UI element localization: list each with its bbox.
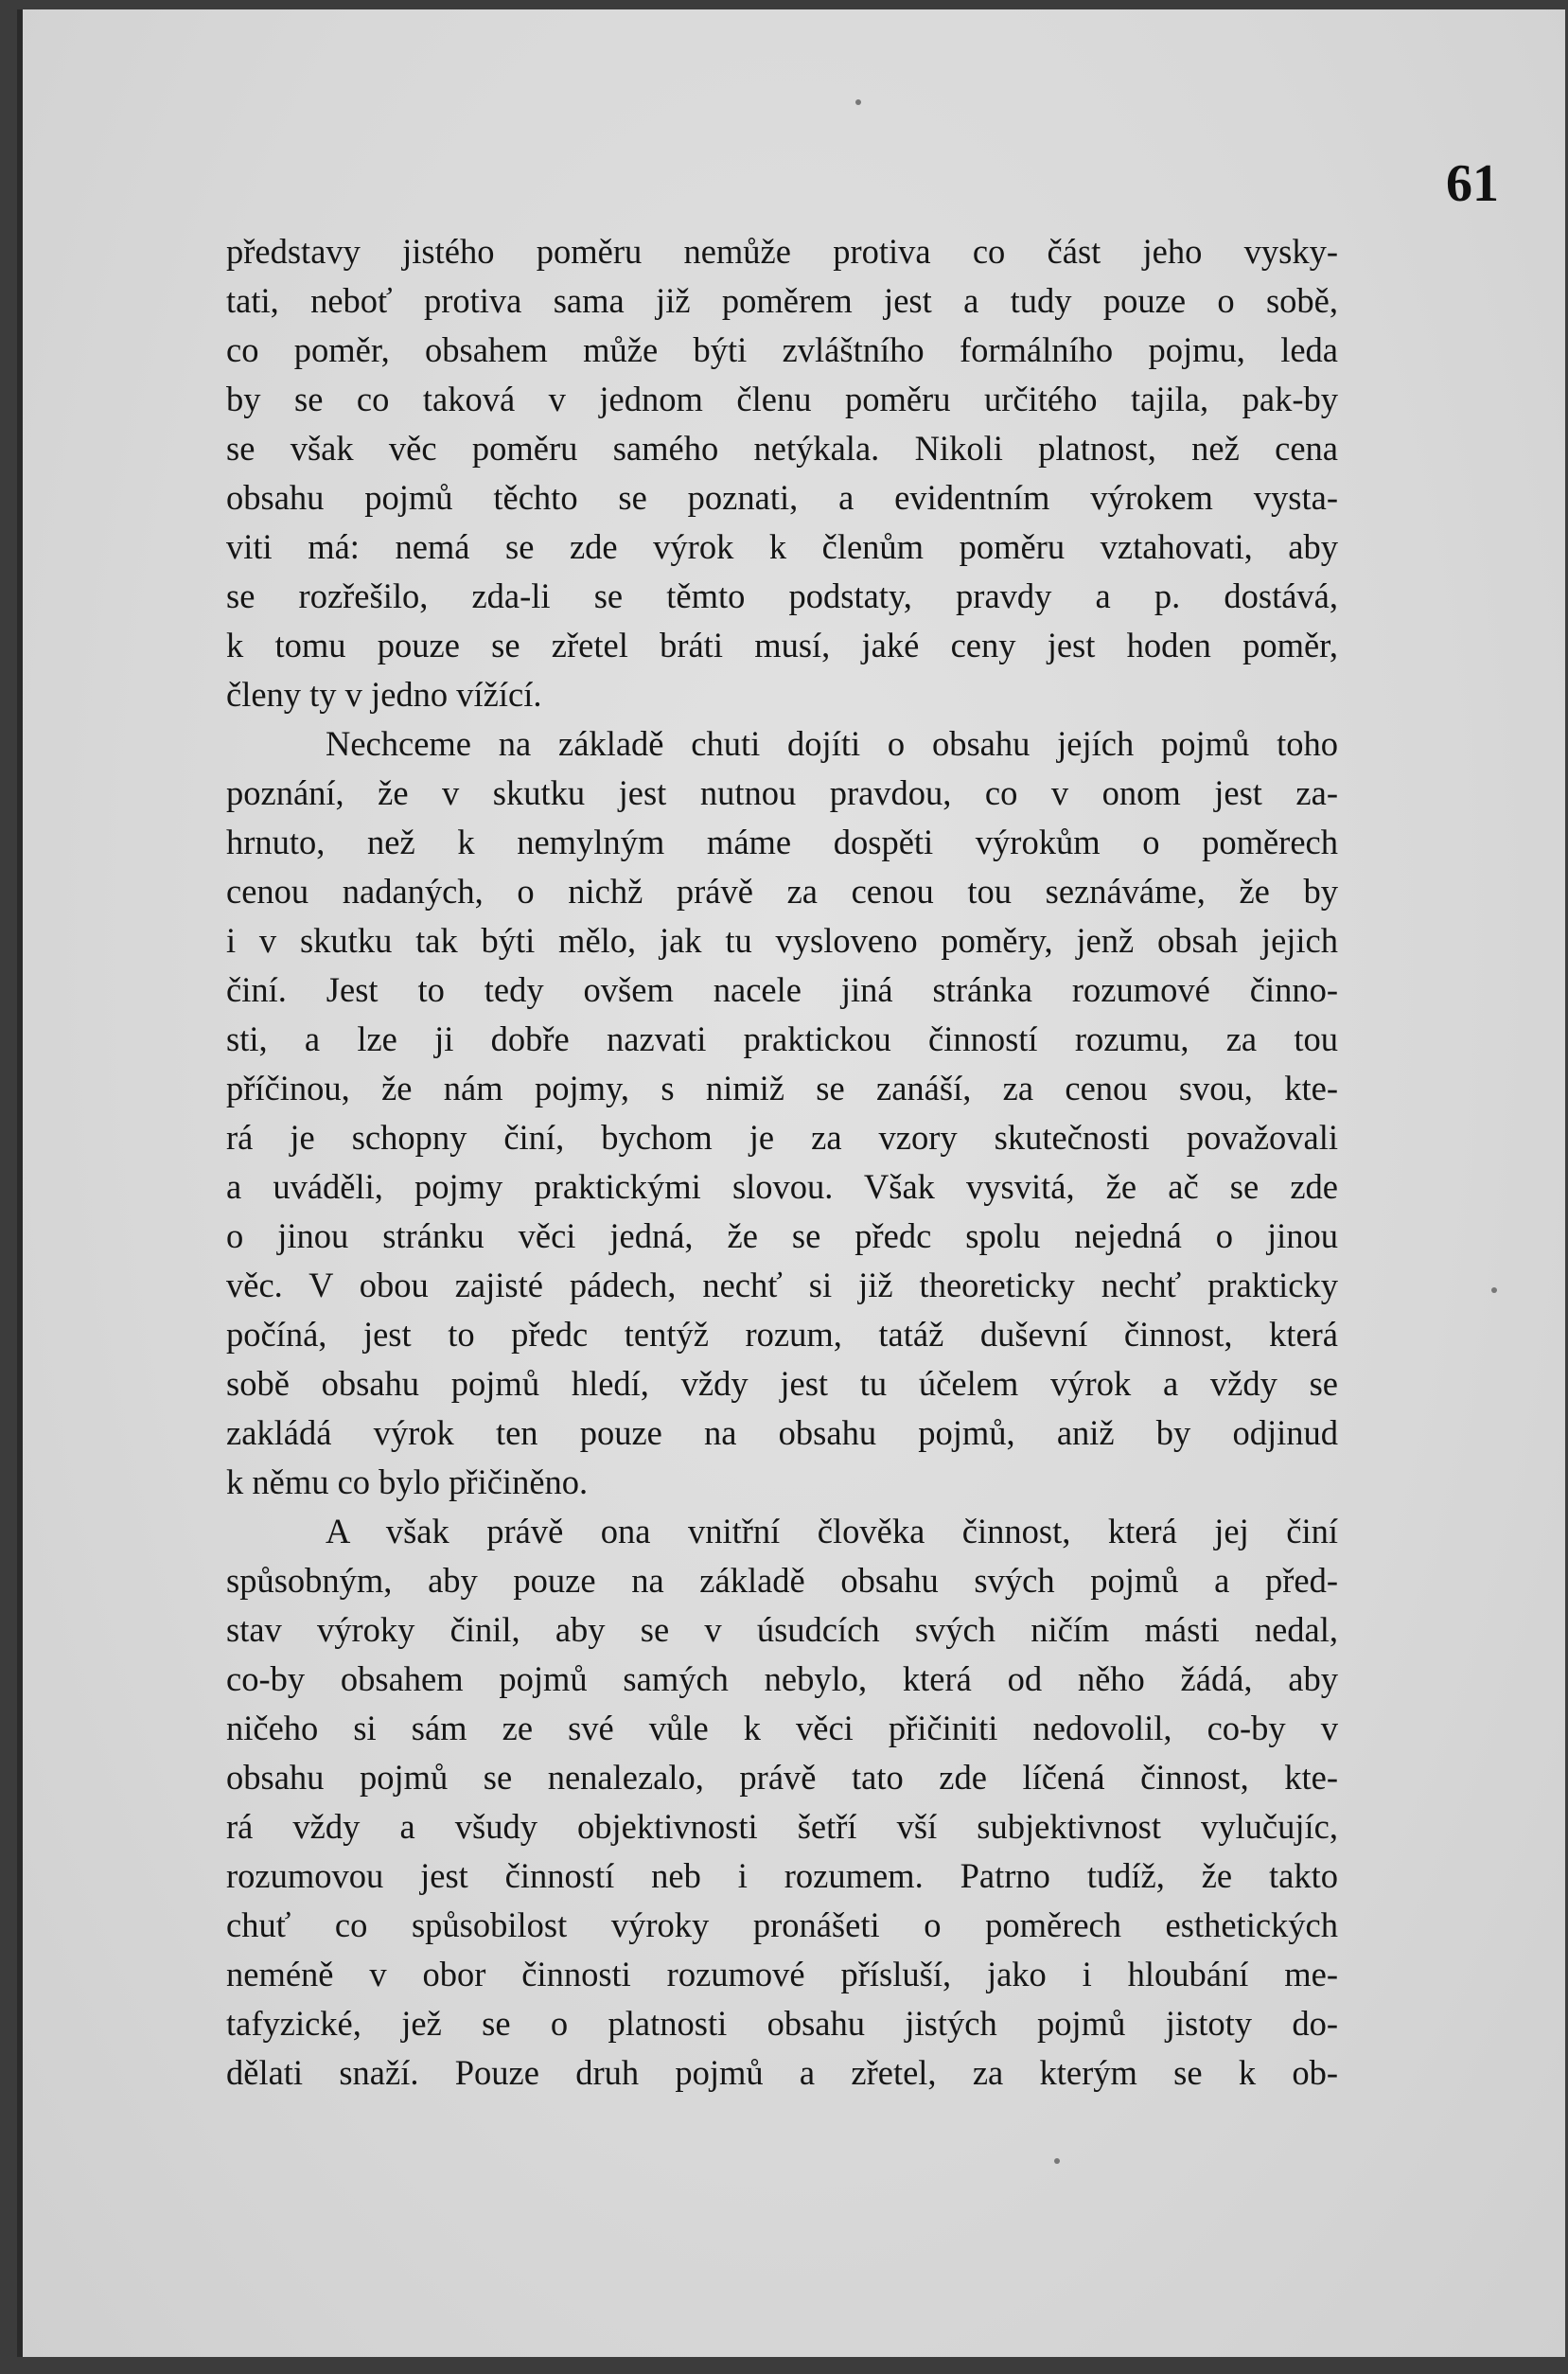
text-line: co-by obsahem pojmů samých nebylo, která od něho žádá, aby xyxy=(226,1659,1338,1698)
paragraph-2 xyxy=(226,719,1338,1507)
text-line: rá je schopny činí, bychom je za vzory skutečnosti považovali xyxy=(226,1118,1338,1157)
text-line: spůsobným, aby pouze na základě obsahu svých pojmů a před- xyxy=(226,1561,1338,1600)
text-line: k němu co bylo přičiněno. xyxy=(226,1462,589,1501)
text-line: chuť co spůsobilost výroky pronášeti o poměrech esthetických xyxy=(226,1905,1338,1944)
text-line: stav výroky činil, aby se v úsudcích svých ničím másti nedal, xyxy=(226,1610,1338,1649)
text-line: představy jistého poměru nemůže protiva co část jeho vysky- xyxy=(226,232,1338,271)
text-line: se rozřešilo, zda-li se těmto podstaty, pravdy a p. dostává, xyxy=(226,576,1338,615)
scan-speck xyxy=(1054,2158,1060,2164)
text-line: počíná, jest to předc tentýž rozum, tatáž duševní činnost, která xyxy=(226,1315,1338,1354)
text-line: tati, neboť protiva sama již poměrem jest a tudy pouze o sobě, xyxy=(226,281,1338,320)
page-number: 61 xyxy=(1446,154,1499,213)
text-line: poznání, že v skutku jest nutnou pravdou, co v onom jest za- xyxy=(226,773,1338,812)
text-line: činí. Jest to tedy ovšem nacele jiná stránka rozumové činno- xyxy=(226,970,1338,1009)
scan-speck xyxy=(855,99,861,105)
text-line: o jinou stránku věci jedná, že se předc spolu nejedná o jinou xyxy=(226,1216,1338,1255)
text-line: věc. V obou zajisté pádech, nechť si již theoreticky nechť prakticky xyxy=(226,1266,1338,1304)
text-line: k tomu pouze se zřetel bráti musí, jaké ceny jest hoden poměr, xyxy=(226,626,1338,664)
text-line: dělati snaží. Pouze druh pojmů a zřetel, za kterým se k ob- xyxy=(226,2053,1338,2092)
body-text xyxy=(226,227,1338,2098)
text-line: se však věc poměru samého netýkala. Nikoli platnost, než cena xyxy=(226,429,1338,468)
text-line: ničeho si sám ze své vůle k věci přičiniti nedovolil, co-by v xyxy=(226,1709,1338,1747)
text-line: i v skutku tak býti mělo, jak tu vysloveno poměry, jenž obsah jejich xyxy=(226,921,1338,960)
text-line: a uváděli, pojmy praktickými slovou. Však vysvitá, že ač se zde xyxy=(226,1167,1338,1206)
text-line: hrnuto, než k nemylným máme dospěti výrokům o poměrech xyxy=(226,823,1338,861)
text-line: Nechceme na základě chuti dojíti o obsahu jejích pojmů toho xyxy=(326,724,1338,763)
text-line: A však právě ona vnitřní člověka činnost, která jej činí xyxy=(326,1512,1338,1550)
paragraph-3 xyxy=(226,1507,1338,2098)
text-line: příčinou, že nám pojmy, s nimiž se zanáší, za cenou svou, kte- xyxy=(226,1069,1338,1107)
book-page xyxy=(17,9,1565,2357)
text-line: rozumovou jest činností neb i rozumem. Patrno tudíž, že takto xyxy=(226,1856,1338,1895)
text-line: cenou nadaných, o nichž právě za cenou tou seznáváme, že by xyxy=(226,872,1338,911)
text-line: neméně v obor činnosti rozumové přísluší, jako i hloubání me- xyxy=(226,1955,1338,1993)
text-line: sti, a lze ji dobře nazvati praktickou činností rozumu, za tou xyxy=(226,1019,1338,1058)
text-line: obsahu pojmů těchto se poznati, a evidentním výrokem vysta- xyxy=(226,478,1338,517)
text-line: viti má: nemá se zde výrok k členům poměru vztahovati, aby xyxy=(226,527,1338,566)
text-line: obsahu pojmů se nenalezalo, právě tato zde líčená činnost, kte- xyxy=(226,1758,1338,1797)
text-line: členy ty v jedno vížící. xyxy=(226,675,542,714)
text-line: tafyzické, jež se o platnosti obsahu jistých pojmů jistoty do- xyxy=(226,2004,1338,2043)
text-line: zakládá výrok ten pouze na obsahu pojmů, aniž by odjinud xyxy=(226,1413,1338,1452)
text-line: co poměr, obsahem může býti zvláštního formálního pojmu, leda xyxy=(226,330,1338,369)
text-line: by se co taková v jednom členu poměru určitého tajila, pak-by xyxy=(226,380,1338,418)
text-line: rá vždy a všudy objektivnosti šetří vší subjektivnost vylučujíc, xyxy=(226,1807,1338,1846)
scan-speck xyxy=(1491,1287,1497,1293)
text-line: sobě obsahu pojmů hledí, vždy jest tu účelem výrok a vždy se xyxy=(226,1364,1338,1403)
paragraph-1 xyxy=(226,227,1338,719)
